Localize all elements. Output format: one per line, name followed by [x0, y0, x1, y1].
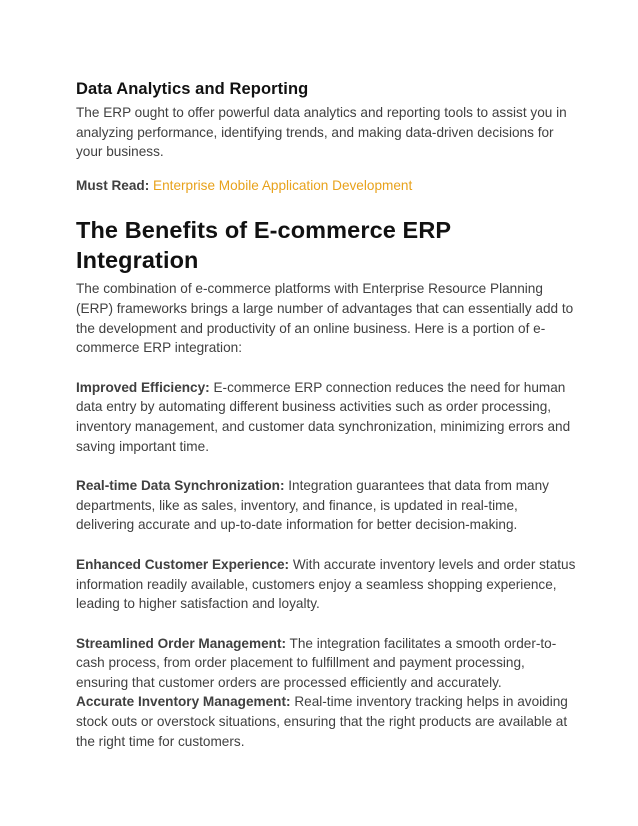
- section-heading-benefits: The Benefits of E-commerce ERP Integration: [76, 217, 451, 274]
- benefit-item: [76, 555, 576, 614]
- benefit-item: [76, 692, 576, 751]
- benefit-item: [76, 378, 576, 456]
- benefit-title: Enhanced Customer Experience:: [76, 556, 290, 572]
- benefit-title: Real-time Data Synchronization:: [76, 478, 285, 494]
- benefit-text: With accurate inventory levels and order status information readily available, customers enjoy a seamless shopping experience, leading to higher satisfaction and loyalty.: [76, 556, 576, 612]
- must-read-line: [76, 176, 576, 196]
- must-read-label: Must Read:: [76, 177, 150, 193]
- section-intro-benefits: The combination of e-commerce platforms with Enterprise Resource Planning (ERP) frameworks brings a large number of advantages that can essentially add to the development and productivity of an online business. Here is a portion of e-commerce ERP integration:: [76, 281, 574, 356]
- section-heading-data-analytics: Data Analytics and Reporting: [76, 80, 309, 98]
- benefit-title: Improved Efficiency:: [76, 379, 210, 395]
- benefit-item: [76, 476, 576, 535]
- benefit-title: Streamlined Order Management:: [76, 635, 286, 651]
- benefit-title: Accurate Inventory Management:: [76, 694, 291, 710]
- must-read-link[interactable]: Enterprise Mobile Application Development: [153, 177, 413, 193]
- document-page: [76, 77, 576, 751]
- benefit-text: Integration guarantees that data from many departments, like as sales, inventory, and finance, is updated in real-time, delivering accurate and up-to-date information for better decision-making.: [76, 478, 549, 533]
- benefit-item: [76, 634, 576, 693]
- benefit-text: E-commerce ERP connection reduces the need for human data entry by automating different business activities such as order processing, inventory management, and customer data synchronization, minimizing errors and saving important time.: [76, 379, 571, 454]
- benefit-text: The integration facilitates a smooth order-to-cash process, from order placement to fulfillment and payment processing, ensuring that customer orders are processed efficiently and accurately.: [76, 635, 557, 690]
- benefit-text: Real-time inventory tracking helps in avoiding stock outs or overstock situations, ensuring that the right products are available at the right time for customers.: [76, 694, 568, 749]
- section-body-data-analytics: The ERP ought to offer powerful data analytics and reporting tools to assist you in analyzing performance, identifying trends, and making data-driven decisions for your business.: [76, 105, 567, 160]
